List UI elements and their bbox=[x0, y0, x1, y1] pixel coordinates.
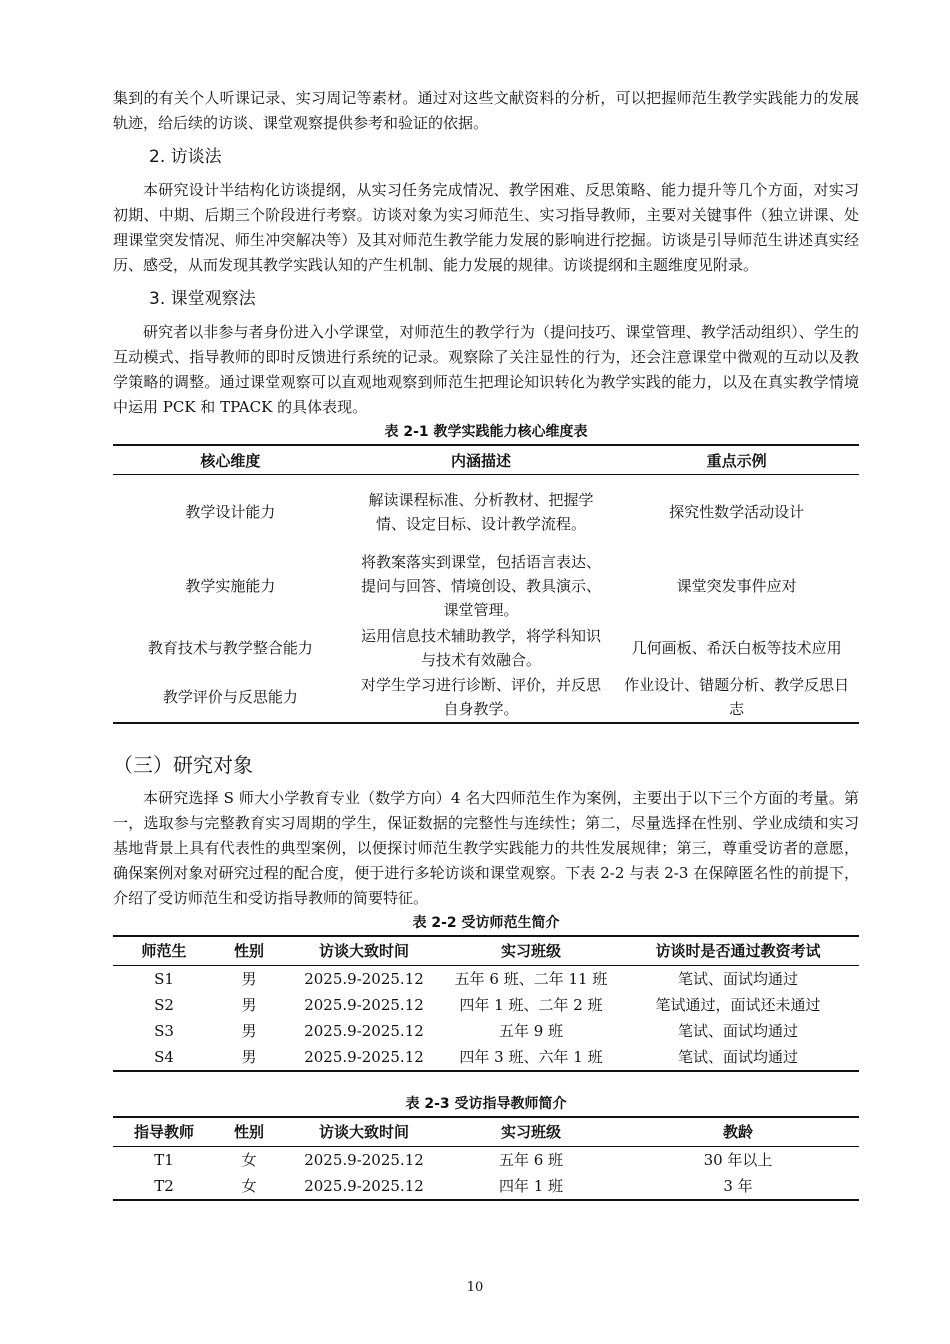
table-cell: T2 bbox=[154, 1176, 174, 1195]
table-cell: 几何画板、希沃白板等技术应用 bbox=[631, 638, 842, 657]
table-cell: 探究性数学活动设计 bbox=[669, 502, 805, 521]
paragraph-interview: 本研究设计半结构化访谈提纲，从实习任务完成情况、教学困难、反思策略、能力提升等几个方面，对实习初期、中期、后期三个阶段进行考察。访谈对象为实习师范生、实习指导教师，主要对关键事件（独立讲课、处理课堂突发情况、师生冲突解决等）及其对师范生教学能力发展的影响进行挖掘。访谈是引导师范生讲述真实经历、感受，从而发现其教学实践认知的产生机制、能力发展的规律。访谈提纲和主题维度见附录。 bbox=[113, 181, 859, 274]
table-cell: 五年 6 班 bbox=[498, 1150, 564, 1169]
table-cell: 男 bbox=[241, 1021, 257, 1040]
table-cell: 男 bbox=[241, 995, 257, 1014]
table-cell: 2025.9-2025.12 bbox=[304, 1150, 424, 1169]
table-cell: 2025.9-2025.12 bbox=[304, 1176, 424, 1195]
table-cell: 30 年以上 bbox=[703, 1150, 773, 1169]
table-cell: 五年 6 班、二年 11 班 bbox=[454, 969, 608, 988]
page-number: 10 bbox=[466, 1280, 484, 1295]
table-header-cell: 内涵描述 bbox=[348, 445, 615, 475]
paragraph-literature: 集到的有关个人听课记录、实习周记等素材。通过对这些文献资料的分析，可以把握师范生教学实践能力的发展轨迹，给后续的访谈、课堂观察提供参考和验证的依据。 bbox=[113, 89, 859, 132]
table-header-cell: 性别 bbox=[215, 936, 283, 966]
table-row bbox=[113, 673, 859, 723]
table3-caption: 表 2-3 受访指导教师简介 bbox=[405, 1095, 567, 1112]
table-cell: 作业设计、错题分析、教学反思日志 bbox=[624, 676, 850, 718]
table-cell: 解读课程标准、分析教材、把握学情、设定目标、设计教学流程。 bbox=[368, 490, 594, 533]
table-cell: 课堂突发事件应对 bbox=[676, 576, 797, 595]
table-cell: S3 bbox=[154, 1021, 174, 1040]
table-header-cell: 重点示例 bbox=[614, 445, 859, 475]
table-row bbox=[113, 1018, 859, 1044]
table-row bbox=[113, 965, 859, 992]
table-cell: 男 bbox=[241, 1047, 257, 1066]
table-header-cell: 教龄 bbox=[617, 1117, 859, 1147]
table-cell: 对学生学习进行诊断、评价，并反思自身教学。 bbox=[360, 676, 601, 718]
table-cell: S1 bbox=[154, 969, 174, 988]
table-row bbox=[113, 1146, 859, 1173]
heading-observation-method: 3. 课堂观察法 bbox=[149, 289, 256, 309]
table-header-cell: 访谈大致时间 bbox=[283, 936, 445, 966]
table-header-cell: 性别 bbox=[215, 1117, 283, 1147]
document-page bbox=[113, 86, 859, 1201]
table-header-row bbox=[113, 445, 859, 475]
table-mentor-teachers bbox=[113, 1116, 859, 1201]
table-cell: 2025.9-2025.12 bbox=[304, 969, 424, 988]
table-header-row bbox=[113, 1117, 859, 1147]
table-cell: 2025.9-2025.12 bbox=[304, 1021, 424, 1040]
heading-interview-method: 2. 访谈法 bbox=[149, 147, 222, 167]
table-header-cell: 访谈大致时间 bbox=[283, 1117, 445, 1147]
table-student-teachers bbox=[113, 935, 859, 1072]
table-core-dimensions bbox=[113, 444, 859, 724]
table-row bbox=[113, 549, 859, 623]
paragraph-subjects: 本研究选择 S 师大小学教育专业（数学方向）4 名大四师范生作为案例，主要出于以下三个方面的考量。第一，选取参与完整教育实习周期的学生，保证数据的完整性与连续性；第二，尽量选择在性别、学业成绩和实习基地背景上具有代表性的典型案例，以便探讨师范生教学实践能力的共性发展规律；第三，尊重受访者的意愿，确保案例对象对研究过程的配合度，便于进行多轮访谈和课堂观察。下表 2-2 与表 2-3 在保障匿名性的前提下，介绍了受访师范生和受访指导教师的简要特征。 bbox=[113, 788, 859, 907]
table-cell: 教学实施能力 bbox=[185, 576, 276, 595]
table-header-cell: 实习班级 bbox=[445, 1117, 617, 1147]
section-heading-subjects: （三）研究对象 bbox=[113, 752, 253, 777]
table-cell: 笔试、面试均通过 bbox=[677, 969, 798, 988]
table-cell: 女 bbox=[241, 1150, 257, 1169]
table2-caption: 表 2-2 受访师范生简介 bbox=[412, 914, 560, 931]
table-cell: 教学评价与反思能力 bbox=[162, 688, 298, 706]
table-cell: 五年 9 班 bbox=[498, 1021, 564, 1040]
table-cell: 运用信息技术辅助教学，将学科知识与技术有效融合。 bbox=[360, 626, 601, 669]
paragraph-observation: 研究者以非参与者身份进入小学课堂，对师范生的教学行为（提问技巧、课堂管理、教学活动组织）、学生的互动模式、指导教师的即时反馈进行系统的记录。观察除了关注显性的行为，还会注意课堂中微观的互动以及教学策略的调整。通过课堂观察可以直观地观察到师范生把理论知识转化为教学实践的能力，以及在真实教学情境中运用 PCK 和 TPACK 的具体表现。 bbox=[113, 323, 859, 416]
table-cell: 教学设计能力 bbox=[185, 502, 276, 521]
table-cell: 笔试、面试均通过 bbox=[677, 1021, 798, 1040]
table-cell: 四年 3 班、六年 1 班 bbox=[459, 1047, 603, 1066]
table1-caption: 表 2-1 教学实践能力核心维度表 bbox=[384, 424, 588, 440]
table-header-row bbox=[113, 936, 859, 966]
table-header-cell: 实习班级 bbox=[445, 936, 617, 966]
table-cell: 男 bbox=[241, 969, 257, 988]
table-cell: 笔试、面试均通过 bbox=[677, 1047, 798, 1066]
table-row bbox=[113, 992, 859, 1018]
table-cell: 笔试通过，面试还未通过 bbox=[655, 995, 821, 1014]
table-cell: 四年 1 班 bbox=[498, 1176, 564, 1195]
table-cell: 教育技术与教学整合能力 bbox=[147, 638, 313, 657]
table-header-cell: 访谈时是否通过教资考试 bbox=[617, 936, 859, 966]
table-header-cell: 师范生 bbox=[113, 936, 215, 966]
table-row bbox=[113, 1044, 859, 1071]
table-cell: 2025.9-2025.12 bbox=[304, 1047, 424, 1066]
table-cell: T1 bbox=[154, 1150, 174, 1169]
table-cell: 3 年 bbox=[723, 1176, 753, 1195]
table-cell: S2 bbox=[154, 995, 174, 1014]
table-cell: 女 bbox=[241, 1176, 257, 1195]
table-cell: 2025.9-2025.12 bbox=[304, 995, 424, 1014]
table-header-cell: 指导教师 bbox=[113, 1117, 215, 1147]
table-cell: 四年 1 班、二年 2 班 bbox=[459, 995, 603, 1014]
table-row bbox=[113, 1173, 859, 1200]
table-row bbox=[113, 623, 859, 673]
table-header-cell: 核心维度 bbox=[113, 445, 348, 475]
table-cell: 将教案落实到课堂，包括语言表达、提问与回答、情境创设、教具演示、课堂管理。 bbox=[360, 552, 601, 619]
table-cell: S4 bbox=[154, 1047, 174, 1066]
table-row bbox=[113, 475, 859, 549]
